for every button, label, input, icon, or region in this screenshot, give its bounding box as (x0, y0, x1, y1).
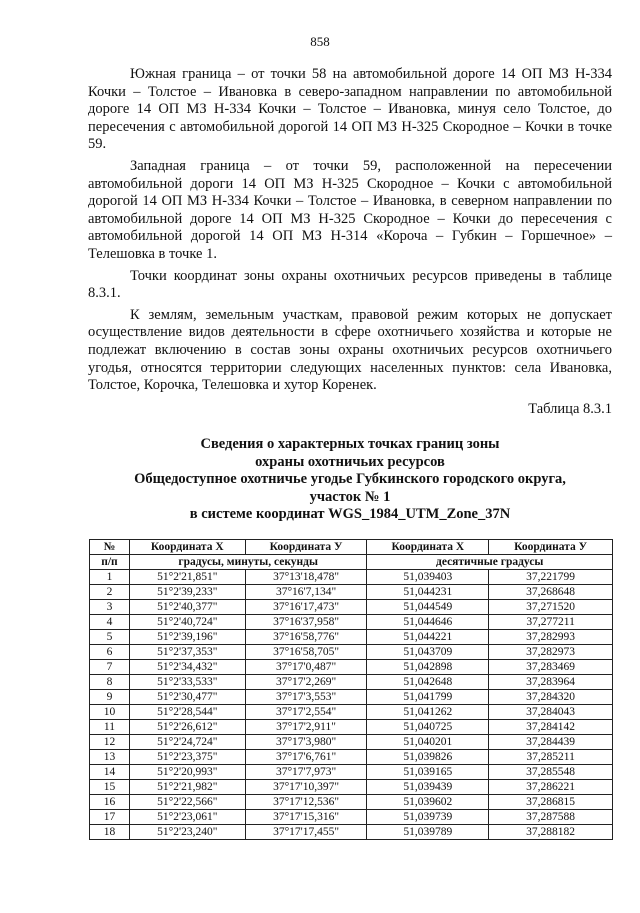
cell-y-dms: 37°17'3,553" (245, 690, 367, 705)
cell-y-dec: 37,282973 (489, 645, 613, 660)
cell-x-dec: 51,039403 (367, 570, 489, 585)
cell-y-dms: 37°17'0,487" (245, 660, 367, 675)
table-row (90, 720, 613, 735)
cell-y-dec: 37,277211 (489, 615, 613, 630)
cell-x-dms: 51°2'21,851" (129, 570, 245, 585)
cell-y-dec: 37,286221 (489, 780, 613, 795)
cell-y-dms: 37°17'2,269" (245, 675, 367, 690)
cell-y-dms: 37°17'17,455" (245, 825, 367, 840)
cell-y-dec: 37,284320 (489, 690, 613, 705)
body-text (88, 66, 612, 399)
cell-y-dms: 37°17'15,316" (245, 810, 367, 825)
cell-x-dms: 51°2'40,724" (129, 615, 245, 630)
header-num-sub: п/п (90, 555, 130, 570)
cell-x-dms: 51°2'39,196" (129, 630, 245, 645)
table-row (90, 645, 613, 660)
cell-num: 17 (90, 810, 130, 825)
cell-num: 14 (90, 765, 130, 780)
cell-y-dec: 37,268648 (489, 585, 613, 600)
cell-num: 12 (90, 735, 130, 750)
cell-y-dms: 37°17'2,911" (245, 720, 367, 735)
paragraph-west-boundary: Западная граница – от точки 59, расположенной на пересечении автомобильной дороги 14 ОП МЗ Н-325 Скородное – Кочки с автомобильной дорогой 14 ОП МЗ Н-334 Кочки – Толстое – Ивановка, в северном направлении по автомобильной дороге 14 ОП МЗ Н-325 Скородное – Кочки до пересечения с автомобильной дорогой 14 ОП МЗ Н-314 «Короча – Губкин – Горшечное» – Телешовка в точке 1. (88, 157, 612, 262)
cell-num: 4 (90, 615, 130, 630)
cell-x-dms: 51°2'20,993" (129, 765, 245, 780)
page-number: 858 (310, 34, 330, 49)
header-x-dms: Координата X (129, 540, 245, 555)
cell-x-dms: 51°2'37,353" (129, 645, 245, 660)
cell-num: 15 (90, 780, 130, 795)
table-heading (88, 436, 612, 524)
cell-x-dms: 51°2'40,377" (129, 600, 245, 615)
table-row (90, 735, 613, 750)
table-row (90, 600, 613, 615)
cell-num: 1 (90, 570, 130, 585)
cell-x-dms: 51°2'22,566" (129, 795, 245, 810)
cell-y-dms: 37°17'6,761" (245, 750, 367, 765)
heading-line: Сведения о характерных точках границ зоны (200, 436, 500, 452)
cell-y-dms: 37°17'3,980" (245, 735, 367, 750)
cell-x-dms: 51°2'24,724" (129, 735, 245, 750)
cell-x-dec: 51,044231 (367, 585, 489, 600)
cell-x-dec: 51,041799 (367, 690, 489, 705)
header-dec-units: десятичные градусы (367, 555, 613, 570)
cell-x-dms: 51°2'33,533" (129, 675, 245, 690)
header-dms-units: градусы, минуты, секунды (129, 555, 367, 570)
heading-line: Общедоступное охотничье угодье Губкинского городского округа, (134, 471, 566, 488)
header-num: № (90, 540, 130, 555)
table-row (90, 585, 613, 600)
cell-x-dec: 51,039826 (367, 750, 489, 765)
table-row (90, 765, 613, 780)
coordinates-table (89, 539, 613, 840)
cell-y-dec: 37,284439 (489, 735, 613, 750)
paragraph-excluded-lands: К землям, земельным участкам, правовой режим которых не допускает осуществление видов деятельности в сфере охотничьего хозяйства и которые не подлежат включению в состав зоны охраны охотничьих ресурсов охотничьего угодья, относятся территории следующих населенных пунктов: села Ивановка, Толстое, Корочка, Телешовка и хутор Коренек. (88, 306, 612, 394)
table-row (90, 675, 613, 690)
table-subheader-row (90, 555, 613, 570)
cell-x-dec: 51,044646 (367, 615, 489, 630)
table-row (90, 780, 613, 795)
cell-num: 16 (90, 795, 130, 810)
cell-num: 5 (90, 630, 130, 645)
cell-num: 9 (90, 690, 130, 705)
cell-y-dec: 37,284043 (489, 705, 613, 720)
cell-num: 13 (90, 750, 130, 765)
cell-y-dms: 37°16'7,134" (245, 585, 367, 600)
cell-x-dec: 51,039739 (367, 810, 489, 825)
heading-line: участок № 1 (309, 488, 391, 505)
cell-y-dms: 37°16'17,473" (245, 600, 367, 615)
table-row (90, 630, 613, 645)
cell-num: 3 (90, 600, 130, 615)
cell-y-dec: 37,288182 (489, 825, 613, 840)
cell-x-dec: 51,042648 (367, 675, 489, 690)
cell-y-dms: 37°17'10,397" (245, 780, 367, 795)
cell-num: 7 (90, 660, 130, 675)
table-row (90, 690, 613, 705)
cell-y-dms: 37°16'58,776" (245, 630, 367, 645)
table-row (90, 570, 613, 585)
header-y-dec: Координата У (489, 540, 613, 555)
table-row (90, 660, 613, 675)
cell-x-dec: 51,044221 (367, 630, 489, 645)
cell-num: 8 (90, 675, 130, 690)
cell-x-dec: 51,043709 (367, 645, 489, 660)
cell-y-dms: 37°16'37,958" (245, 615, 367, 630)
table-row (90, 615, 613, 630)
cell-x-dms: 51°2'23,375" (129, 750, 245, 765)
cell-x-dec: 51,039165 (367, 765, 489, 780)
cell-x-dec: 51,040725 (367, 720, 489, 735)
cell-x-dms: 51°2'26,612" (129, 720, 245, 735)
cell-x-dec: 51,039789 (367, 825, 489, 840)
table-row (90, 810, 613, 825)
cell-x-dms: 51°2'39,233" (129, 585, 245, 600)
header-y-dms: Координата У (245, 540, 367, 555)
cell-y-dec: 37,285211 (489, 750, 613, 765)
cell-x-dms: 51°2'23,240" (129, 825, 245, 840)
cell-y-dms: 37°16'58,705" (245, 645, 367, 660)
cell-y-dec: 37,283964 (489, 675, 613, 690)
cell-num: 18 (90, 825, 130, 840)
cell-x-dms: 51°2'23,061" (129, 810, 245, 825)
cell-x-dms: 51°2'28,544" (129, 705, 245, 720)
cell-x-dec: 51,042898 (367, 660, 489, 675)
table-label: Таблица 8.3.1 (528, 401, 612, 417)
cell-x-dec: 51,039439 (367, 780, 489, 795)
cell-x-dms: 51°2'21,982" (129, 780, 245, 795)
cell-y-dec: 37,284142 (489, 720, 613, 735)
paragraph-table-reference: Точки координат зоны охраны охотничьих ресурсов приведены в таблице 8.3.1. (88, 267, 612, 302)
cell-x-dms: 51°2'30,477" (129, 690, 245, 705)
cell-y-dec: 37,282993 (489, 630, 613, 645)
table-row (90, 795, 613, 810)
header-x-dec: Координата X (367, 540, 489, 555)
cell-x-dec: 51,041262 (367, 705, 489, 720)
cell-x-dec: 51,044549 (367, 600, 489, 615)
table-row (90, 825, 613, 840)
table-header-row (90, 540, 613, 555)
cell-y-dms: 37°17'12,536" (245, 795, 367, 810)
cell-y-dms: 37°13'18,478" (245, 570, 367, 585)
cell-num: 2 (90, 585, 130, 600)
cell-y-dms: 37°17'7,973" (245, 765, 367, 780)
cell-num: 11 (90, 720, 130, 735)
table-body (90, 570, 613, 840)
cell-y-dec: 37,221799 (489, 570, 613, 585)
cell-x-dms: 51°2'34,432" (129, 660, 245, 675)
cell-num: 6 (90, 645, 130, 660)
cell-y-dec: 37,283469 (489, 660, 613, 675)
cell-num: 10 (90, 705, 130, 720)
heading-line: в системе координат WGS_1984_UTM_Zone_37N (189, 506, 511, 523)
table-row (90, 705, 613, 720)
heading-line: охраны охотничьих ресурсов (255, 453, 445, 470)
cell-y-dec: 37,285548 (489, 765, 613, 780)
cell-y-dms: 37°17'2,554" (245, 705, 367, 720)
cell-x-dec: 51,039602 (367, 795, 489, 810)
paragraph-south-boundary: Южная граница – от точки 58 на автомобильной дороге 14 ОП МЗ Н-334 Кочки – Толстое – Ивановка в северо-западном направлении по автомобильной дороге 14 ОП МЗ Н-334 Кочки – Толстое – Ивановка, минуя село Толстое, до пересечения с автомобильной дорогой 14 ОП МЗ Н-325 Скородное – Кочки в точке 59. (88, 66, 612, 153)
table-row (90, 750, 613, 765)
cell-y-dec: 37,271520 (489, 600, 613, 615)
cell-y-dec: 37,286815 (489, 795, 613, 810)
cell-x-dec: 51,040201 (367, 735, 489, 750)
cell-y-dec: 37,287588 (489, 810, 613, 825)
